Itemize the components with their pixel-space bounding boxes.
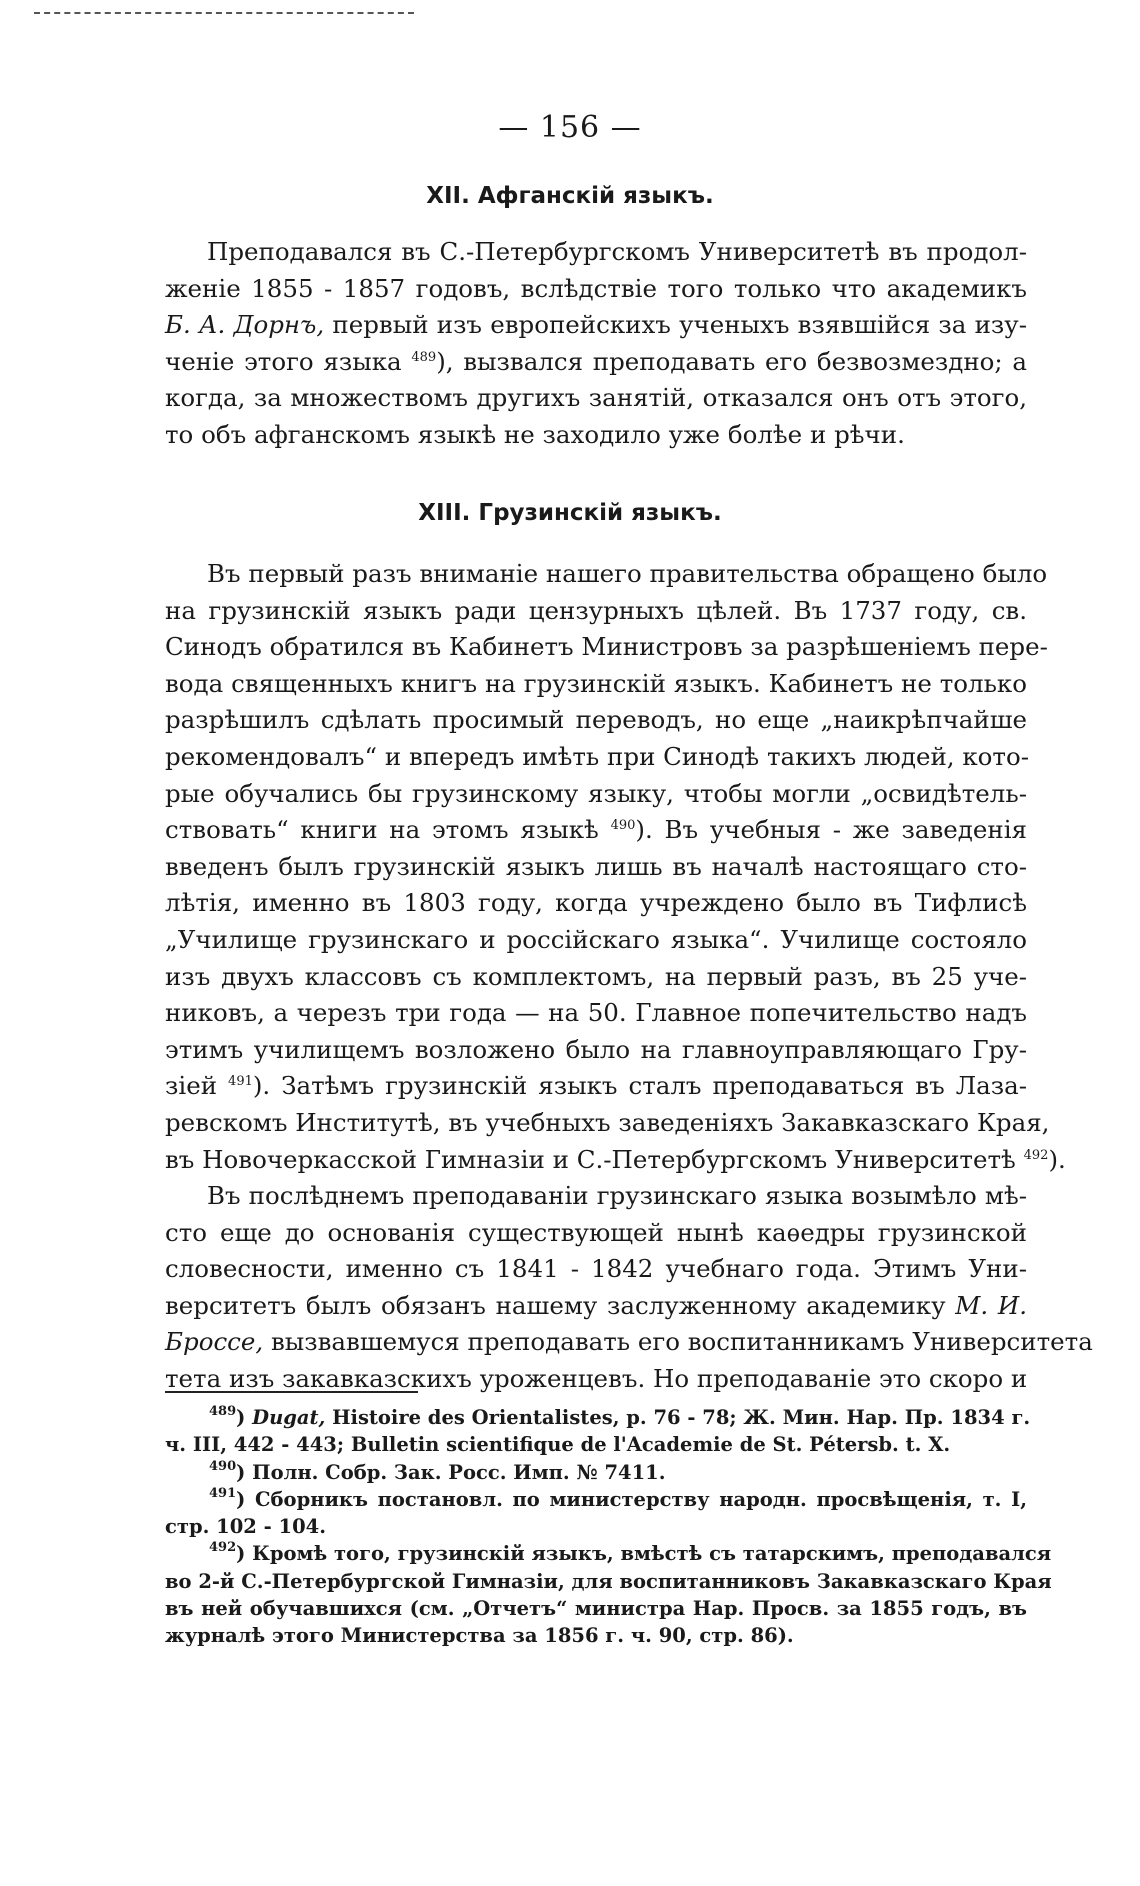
text-line: ченіе этого языка $^{489}$), вызвался преподавать его безвозмездно; а bbox=[165, 346, 1027, 376]
text-line: Синодъ обратился въ Кабинетъ Министровъ за разрѣшеніемъ пере- bbox=[165, 632, 1048, 662]
author-name: М. И. bbox=[955, 1290, 1027, 1320]
text-line: сто еще до основанія существующей нынѣ каѳедры грузинской bbox=[165, 1217, 1027, 1247]
scan-edge-mark bbox=[34, 12, 414, 14]
text-line: тета изъ закавказскихъ уроженцевъ. Но преподаваніе это скоро и bbox=[165, 1364, 1028, 1394]
footnote-ref[interactable]: 490 bbox=[610, 818, 636, 834]
footnote-489: $^{489}$) Dugat, Histoire des Orientalistes, p. 76 - 78; Ж. Мин. Нар. Пр. 1834 г. ч. III, 442 - 443; Bulletin scientifique de l'Academie de St. Pétersb. t. X. bbox=[165, 1404, 1031, 1457]
text-line: рые обучались бы грузинскому языку, чтобы могли „освидѣтель- bbox=[165, 778, 1027, 808]
text-line: рекомендовалъ“ и впередъ имѣть при Синодѣ такихъ людей, кото- bbox=[165, 741, 1030, 771]
text-line: Броссе, вызвавшемуся преподавать его воспитанникамъ Университета bbox=[165, 1327, 1093, 1357]
section-12-body bbox=[165, 234, 1027, 454]
page-number: — 156 — bbox=[498, 110, 642, 145]
text-line: когда, за множествомъ другихъ занятій, отказался онъ отъ этого, bbox=[165, 383, 1027, 413]
text-line: на грузинскій языкъ ради цензурныхъ цѣлей. Въ 1737 году, св. bbox=[165, 595, 1027, 625]
text-line: то объ афганскомъ языкѣ не заходило уже болѣе и рѣчи. bbox=[165, 419, 905, 449]
text-line: зіей $^{491}$). Затѣмъ грузинскій языкъ сталъ преподаваться въ Лаза- bbox=[165, 1071, 1027, 1101]
section-12-heading: XII. Афганскій языкъ. bbox=[426, 183, 714, 209]
footnote-492: $^{492}$) Кромѣ того, грузинскій языкъ, вмѣстѣ съ татарскимъ, преподавался во 2-й С.-Петербургской Гимназіи, для воспитанниковъ Закавказскаго Края въ ней обучавшихся (см. „Отчетъ“ министра Нар. Просв. за 1855 годъ, въ журналѣ этого Министерства за 1856 г. ч. 90, стр. 86). bbox=[165, 1540, 1052, 1648]
text-line: этимъ училищемъ возложено было на главноуправляющаго Гру- bbox=[165, 1034, 1027, 1064]
footnote-ref[interactable]: 492 bbox=[1023, 1147, 1049, 1163]
text-line: ревскомъ Институтѣ, въ учебныхъ заведеніяхъ Закавказскаго Края, bbox=[165, 1107, 1050, 1137]
section-13-heading: XIII. Грузинскій языкъ. bbox=[418, 500, 722, 526]
author-name: Б. А. Дорнъ, bbox=[165, 310, 325, 340]
text-line: Въ послѣднемъ преподаваніи грузинскаго языка возымѣло мѣ- bbox=[207, 1181, 1027, 1211]
text-line: Б. А. Дорнъ, первый изъ европейскихъ ученыхъ взявшійся за изу- bbox=[165, 310, 1027, 340]
text-line: словесности, именно съ 1841 - 1842 учебнаго года. Этимъ Уни- bbox=[165, 1254, 1027, 1284]
footnote-ref[interactable]: 491 bbox=[228, 1074, 253, 1090]
text-line: верситетъ былъ обязанъ нашему заслуженному академику М. И. bbox=[165, 1290, 1027, 1320]
text-line: введенъ былъ грузинскій языкъ лишь въ началѣ настоящаго сто- bbox=[165, 851, 1027, 881]
text-line: лѣтія, именно въ 1803 году, когда учреждено было въ Тифлисѣ bbox=[165, 888, 1027, 918]
text-line: вода священныхъ книгъ на грузинскій языкъ. Кабинетъ не только bbox=[165, 668, 1027, 698]
text-line: никовъ, а черезъ три года — на 50. Главное попечительство надъ bbox=[165, 998, 1027, 1028]
text-line: въ Новочеркасской Гимназіи и С.-Петербургскомъ Университетѣ $^{492}$). bbox=[165, 1144, 1066, 1174]
footnotes bbox=[165, 1404, 1052, 1650]
author-name: Броссе, bbox=[165, 1327, 264, 1357]
text-line: Въ первый разъ вниманіе нашего правительства обращено было bbox=[207, 559, 1048, 588]
text-line: ствовать“ книги на этомъ языкѣ $^{490}$). Въ учебныя - же заведенія bbox=[165, 815, 1028, 845]
text-line: разрѣшилъ сдѣлать просимый переводъ, но еще „наикрѣпчайше bbox=[165, 705, 1027, 735]
footnote-491: $^{491}$) Сборникъ постановл. по министерству народн. просвѣщенія, т. I, стр. 102 - 104. bbox=[165, 1485, 1028, 1539]
section-13-body bbox=[165, 556, 1093, 1398]
text-line: Преподавался въ С.-Петербургскомъ Университетѣ въ продол- bbox=[207, 237, 1027, 266]
text-line: „Училище грузинскаго и россійскаго языка“. Училище состояло bbox=[165, 924, 1027, 954]
footnote-ref[interactable]: 489 bbox=[411, 349, 437, 365]
text-line: женіе 1855 - 1857 годовъ, вслѣдствіе того только что академикъ bbox=[165, 273, 1027, 303]
text-line: изъ двухъ классовъ съ комплектомъ, на первый разъ, въ 25 уче- bbox=[165, 961, 1027, 991]
footnote-divider bbox=[165, 1391, 418, 1393]
footnote-490: $^{490}$) Полн. Собр. Зак. Росс. Имп. № 7411. bbox=[209, 1458, 666, 1484]
